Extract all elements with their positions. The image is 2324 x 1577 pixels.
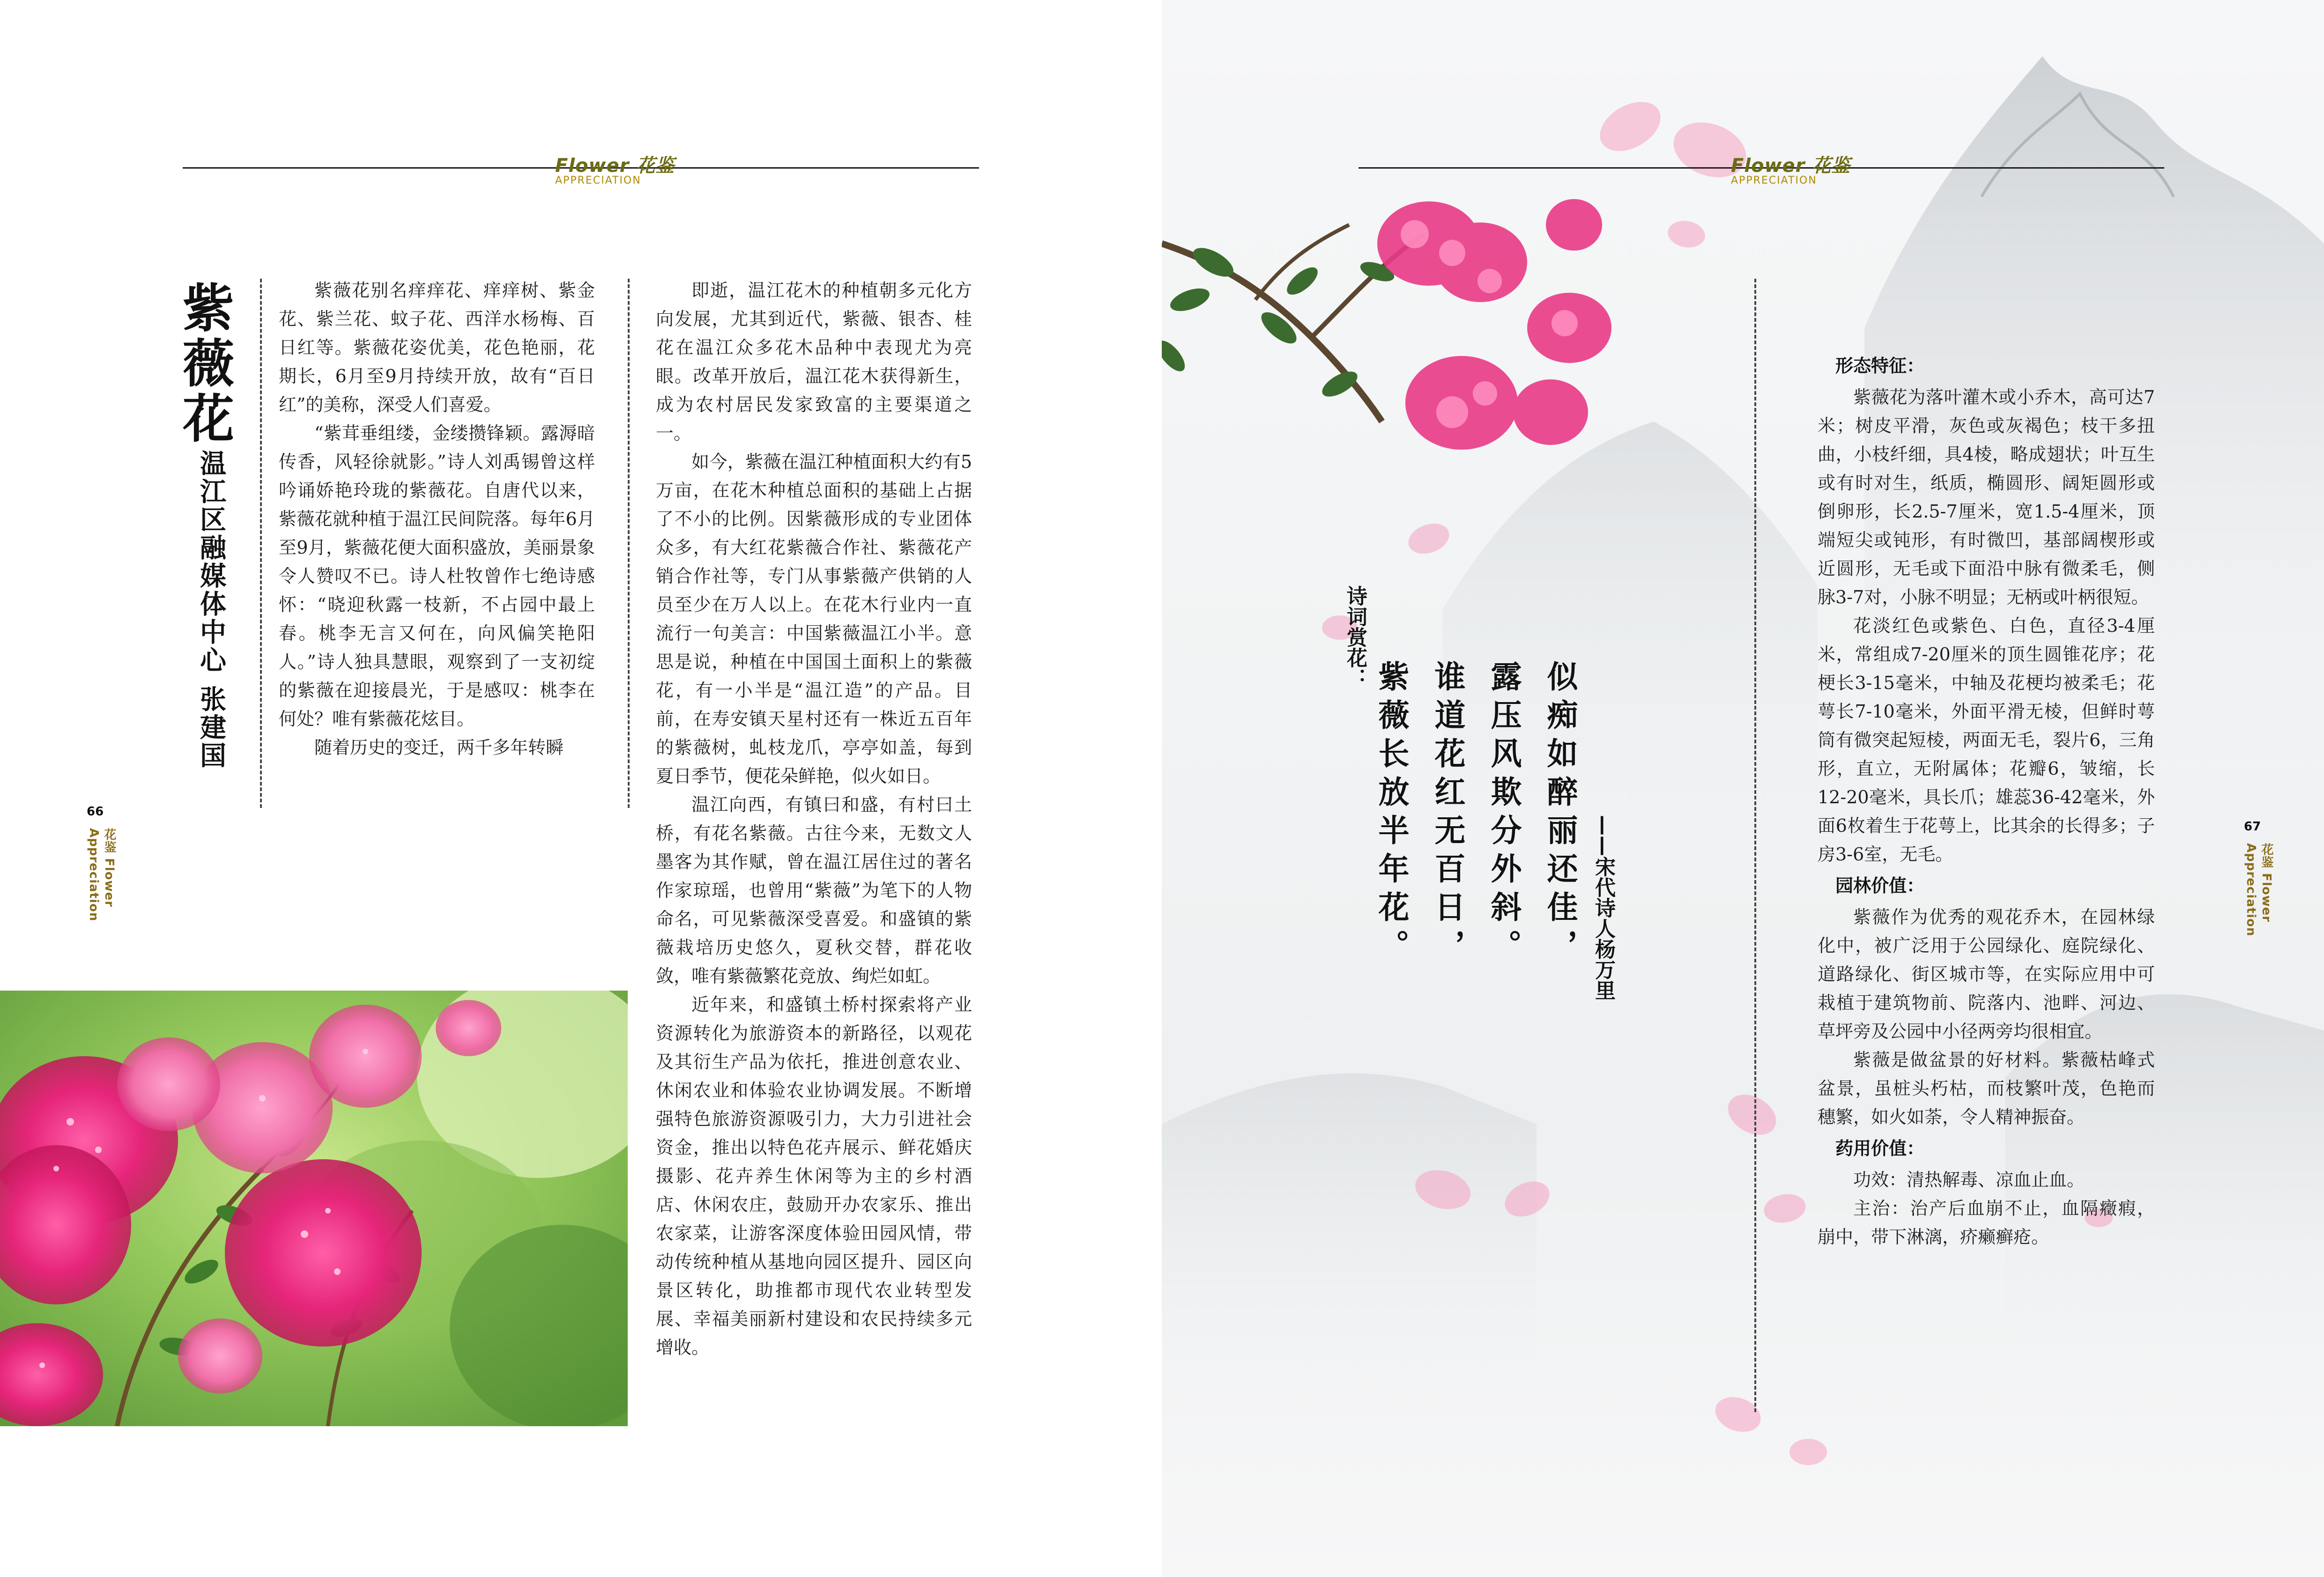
left-side-label: 花鉴 Flower Appreciation: [87, 828, 116, 922]
section-paragraph: 紫薇花为落叶灌木或小乔木，高可达7米；树皮平滑，灰色或灰褐色；枝干多扭曲，小枝纤细，具4棱，略成翅状；叶互生或有时对生，纸质，椭圆形、阔矩圆形或倒卵形，长2.5-7厘米，宽1.5-4厘米，顶端短尖或钝形，有时微凹，基部阔楔形或近圆形，无毛或下面沿中脉有微柔毛，侧脉3-7对，小脉不明显；无柄或叶柄很短。: [1818, 387, 2155, 607]
poem-line-4: 紫薇长放半年花。: [1373, 660, 1410, 968]
left-page-number: 66: [87, 805, 104, 819]
section-paragraph: 主治：治产后血崩不止，血隔癥瘕，崩中，带下淋漓，疥癞癣疮。: [1818, 1198, 2155, 1247]
logo-sub: APPRECIATION: [555, 175, 641, 186]
logo-word: Flower 花鉴: [555, 155, 675, 177]
logo-word-right: Flower 花鉴: [1731, 155, 1851, 177]
section-heading: 药用价值：: [1835, 1138, 1925, 1159]
article-column-2: [656, 276, 972, 1362]
article-paragraph: “紫茸垂组缕，金缕攒锋颖。露溽暗传香，风轻徐就影。”诗人刘禹锡曾这样吟诵娇艳玲珑的紫薇花。自唐代以来，紫薇花就种植于温江民间院落。每年6月至9月，紫薇花便大面积盛放，美丽景象令人赞叹不已。诗人杜牧曾作七绝诗感怀：“晓迎秋露一枝新，不占园中最上春。桃李无言又何在，向风偏笑艳阳人。”诗人独具慧眼，观察到了一支初绽的紫薇在迎接晨光，于是感叹：桃李在何处？唯有紫薇花炫目。: [279, 423, 595, 729]
poem-line-3: 谁道花红无百日，: [1429, 660, 1466, 968]
crape-myrtle-photo: [0, 991, 628, 1426]
right-side-label: 花鉴 Flower Appreciation: [2244, 843, 2273, 937]
article-title: 紫薇花: [174, 281, 234, 447]
article-paragraph: 近年来，和盛镇土桥村探索将产业资源转化为旅游资本的新路径，以观花及其衍生产品为依托，推进创意农业、休闲农业和体验农业协调发展。不断增强特色旅游资源吸引力，大力引进社会资金，推出以特色花卉展示、鲜花婚庆摄影、花卉养生休闲等为主的乡村酒店、休闲农庄，鼓励开办农家乐、推出农家菜，让游客深度体验田园风情，带动传统种植从基地向园区提升、园区向景区转化，助推都市现代农业转型发展、幸福美丽新村建设和农民持续多元增收。: [656, 994, 972, 1358]
section-paragraph: 紫薇作为优秀的观花乔木，在园林绿化中，被广泛用于公园绿化、庭院绿化、道路绿化、街区城市等，在实际应用中可栽植于建筑物前、院落内、池畔、河边、草坪旁及公园中小径两旁均很相宜。: [1818, 907, 2155, 1042]
right-header-logo: [1731, 151, 1850, 186]
botanical-info-column: [1818, 349, 2155, 1251]
logo-sub-right: APPRECIATION: [1731, 175, 1817, 186]
article-paragraph: 如今，紫薇在温江种植面积大约有5万亩，在花木种植总面积的基础上占据了不小的比例。因紫薇形成的专业团体众多，有大红花紫薇合作社、紫薇花产销合作社等，专门从事紫薇产供销的人员至少在万人以上。在花木行业内一直流行一句美言：中国紫薇温江小半。意思是说，种植在中国国土面积上的紫薇花，有一小半是“温江造”的产品。目前，在寿安镇天星村还有一株近五百年的紫薇树，虬枝龙爪，亭亭如盖，每到夏日季节，便花朵鲜艳，似火如日。: [656, 452, 972, 786]
poem-label: 诗词赏花：: [1343, 585, 1367, 689]
section-paragraph: 花淡红色或紫色、白色，直径3-4厘米，常组成7-20厘米的顶生圆锥花序；花梗长3-15毫米，中轴及花梗均被柔毛；花萼长7-10毫米，外面平滑无棱，但鲜时萼筒有微突起短棱，两面无毛，裂片6，三角形，直立，无附属体；花瓣6，皱缩，长12-20毫米，具长爪；雄蕊36-42毫米，外面6枚着生于花萼上，比其余的长得多；子房3-6室，无毛。: [1818, 615, 2155, 865]
article-byline: 温江区融媒体中心 张建国: [196, 450, 226, 770]
section-heading: 形态特征：: [1835, 355, 1925, 376]
section-paragraph: 功效：清热解毒、凉血止血。: [1853, 1170, 2085, 1190]
flowering-branch-illustration: [1162, 199, 1611, 450]
left-dash-divider-2: [628, 279, 630, 808]
article-paragraph: 温江向西，有镇曰和盛，有村曰土桥，有花名紫薇。古往今来，无数文人墨客为其作赋，曾在温江居住过的著名作家琼瑶，也曾用“紫薇”为笔下的人物命名，可见紫薇深受喜爱。和盛镇的紫薇栽培历史悠久，夏秋交替，群花收敛，唯有紫薇繁花竞放、绚烂如虹。: [656, 794, 972, 986]
section-paragraph: 紫薇是做盆景的好材料。紫薇枯峰式盆景，虽桩头朽枯，而枝繁叶茂，色艳而穗繁，如火如荼，令人精神振奋。: [1818, 1050, 2155, 1127]
article-paragraph: 随着历史的变迁，两千多年转瞬: [314, 737, 564, 758]
section-heading: 园林价值：: [1835, 875, 1925, 896]
right-page-number: 67: [2244, 820, 2261, 834]
left-dash-divider-1: [260, 279, 262, 808]
article-paragraph: 即逝，温江花木的种植朝多元化方向发展，尤其到近代，紫薇、银杏、桂花在温江众多花木品种中表现尤为亮眼。改革开放后，温江花木获得新生，成为农村居民发家致富的主要渠道之一。: [656, 280, 972, 444]
photo-illustration: [0, 991, 628, 1426]
left-header-logo: [555, 151, 675, 186]
article-column-1: [279, 276, 595, 762]
poem-line-2: 露压风欺分外斜。: [1485, 660, 1522, 968]
right-dash-divider: [1754, 279, 1756, 1412]
poem-author: ——宋代诗人杨万里: [1591, 815, 1615, 1000]
poem-line-1: 似痴如醉丽还佳，: [1542, 660, 1578, 968]
article-paragraph: 紫薇花别名痒痒花、痒痒树、紫金花、紫兰花、蚊子花、西洋水杨梅、百日红等。紫薇花姿优美，花色艳丽，花期长，6月至9月持续开放，故有“百日红”的美称，深受人们喜爱。: [279, 280, 595, 415]
